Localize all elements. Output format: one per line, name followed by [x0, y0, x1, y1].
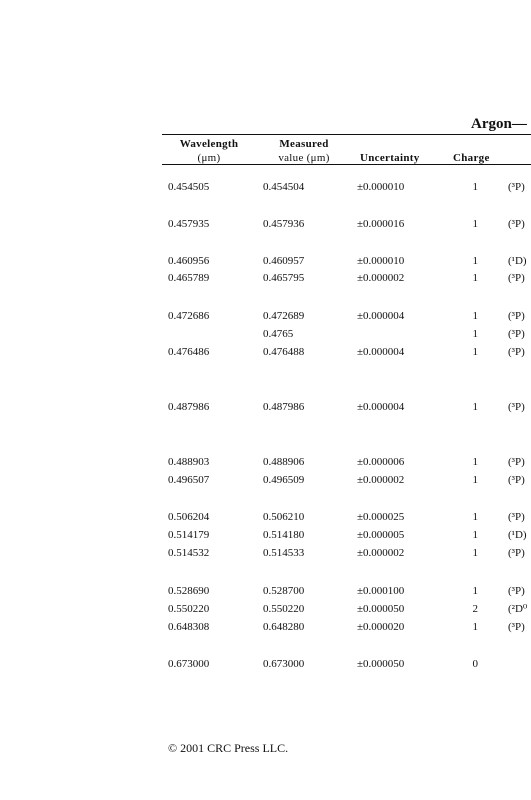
header-bottom-rule	[162, 164, 531, 165]
cell-measured-value: 0.460957	[263, 255, 305, 267]
cell-uncertainty: ±0.000050	[357, 658, 405, 670]
cell-measured-value: 0.550220	[263, 603, 305, 615]
cell-configuration: (³P)	[508, 547, 525, 559]
cell-charge: 1	[472, 585, 478, 597]
cell-wavelength: 0.496507	[168, 474, 210, 486]
cell-charge: 2	[472, 603, 478, 615]
cell-uncertainty: ±0.000004	[357, 346, 405, 358]
cell-configuration: (³P)	[508, 621, 525, 633]
cell-configuration: (³P)	[508, 218, 525, 230]
cell-uncertainty: ±0.000006	[357, 456, 405, 468]
cell-charge: 1	[472, 621, 478, 633]
cell-configuration: (³P)	[508, 346, 525, 358]
cell-uncertainty: ±0.000010	[357, 255, 405, 267]
cell-wavelength: 0.550220	[168, 603, 210, 615]
cell-measured-value: 0.514180	[263, 529, 305, 541]
cell-charge: 0	[472, 658, 478, 670]
cell-wavelength: 0.460956	[168, 255, 210, 267]
cell-charge: 1	[472, 474, 478, 486]
header-wavelength-unit: (μm)	[197, 152, 221, 164]
cell-wavelength: 0.648308	[168, 621, 210, 633]
cell-configuration: (³P)	[508, 474, 525, 486]
header-measured-unit: value (μm)	[278, 152, 330, 164]
copyright-footer: © 2001 CRC Press LLC.	[168, 741, 289, 755]
cell-uncertainty: ±0.000050	[357, 603, 405, 615]
cell-wavelength: 0.457935	[168, 218, 210, 230]
cell-wavelength: 0.487986	[168, 401, 210, 413]
cell-uncertainty: ±0.000016	[357, 218, 405, 230]
header-measured-line1: Measured	[279, 138, 329, 150]
cell-uncertainty: ±0.000005	[357, 529, 405, 541]
cell-wavelength: 0.454505	[168, 181, 210, 193]
cell-configuration: (³P)	[508, 310, 525, 322]
cell-configuration: (¹D)	[508, 529, 527, 541]
cell-charge: 1	[472, 529, 478, 541]
header-wavelength	[168, 137, 250, 165]
cell-measured-value: 0.472689	[263, 310, 305, 322]
cell-wavelength: 0.488903	[168, 456, 210, 468]
cell-charge: 1	[472, 547, 478, 559]
cell-wavelength: 0.472686	[168, 310, 210, 322]
cell-wavelength: 0.514532	[168, 547, 210, 559]
cell-measured-value: 0.487986	[263, 401, 305, 413]
cell-charge: 1	[472, 255, 478, 267]
cell-configuration: (³P)	[508, 456, 525, 468]
cell-measured-value: 0.528700	[263, 585, 305, 597]
cell-configuration: (³P)	[508, 328, 525, 340]
table-title: Argon—	[471, 116, 527, 132]
header-wavelength-line1: Wavelength	[179, 138, 239, 150]
cell-uncertainty: ±0.000010	[357, 181, 405, 193]
cell-wavelength: 0.476486	[168, 346, 210, 358]
cell-measured-value: 0.673000	[263, 658, 305, 670]
header-measured	[268, 137, 340, 165]
cell-measured-value: 0.514533	[263, 547, 305, 559]
cell-charge: 1	[472, 310, 478, 322]
cell-charge: 1	[472, 511, 478, 523]
cell-measured-value: 0.476488	[263, 346, 305, 358]
table-top-rule	[162, 134, 531, 135]
cell-configuration: (¹D)	[508, 255, 527, 267]
cell-measured-value: 0.648280	[263, 621, 305, 633]
cell-wavelength: 0.673000	[168, 658, 210, 670]
cell-measured-value: 0.488906	[263, 456, 305, 468]
cell-configuration: (³P)	[508, 401, 525, 413]
cell-charge: 1	[472, 328, 478, 340]
cell-measured-value: 0.454504	[263, 181, 305, 193]
cell-wavelength: 0.465789	[168, 272, 210, 284]
cell-measured-value: 0.457936	[263, 218, 305, 230]
cell-charge: 1	[472, 272, 478, 284]
cell-measured-value: 0.465795	[263, 272, 305, 284]
cell-wavelength: 0.506204	[168, 511, 210, 523]
cell-wavelength: 0.528690	[168, 585, 210, 597]
cell-uncertainty: ±0.000002	[357, 474, 405, 486]
header-uncertainty: Uncertainty	[360, 152, 420, 164]
cell-charge: 1	[472, 181, 478, 193]
cell-uncertainty: ±0.000020	[357, 621, 405, 633]
cell-measured-value: 0.4765	[263, 328, 294, 340]
cell-configuration: (³P)	[508, 511, 525, 523]
cell-configuration: (³P)	[508, 585, 525, 597]
cell-measured-value: 0.496509	[263, 474, 305, 486]
cell-configuration: (³P)	[508, 181, 525, 193]
cell-configuration: (²D⁰	[508, 603, 528, 615]
cell-uncertainty: ±0.000002	[357, 547, 405, 559]
cell-charge: 1	[472, 456, 478, 468]
cell-wavelength: 0.514179	[168, 529, 210, 541]
cell-charge: 1	[472, 401, 478, 413]
cell-measured-value: 0.506210	[263, 511, 305, 523]
cell-uncertainty: ±0.000002	[357, 272, 405, 284]
cell-uncertainty: ±0.000025	[357, 511, 405, 523]
cell-charge: 1	[472, 346, 478, 358]
cell-uncertainty: ±0.000004	[357, 401, 405, 413]
header-charge: Charge	[453, 152, 490, 164]
cell-uncertainty: ±0.000004	[357, 310, 405, 322]
cell-charge: 1	[472, 218, 478, 230]
cell-uncertainty: ±0.000100	[357, 585, 405, 597]
cell-configuration: (³P)	[508, 272, 525, 284]
